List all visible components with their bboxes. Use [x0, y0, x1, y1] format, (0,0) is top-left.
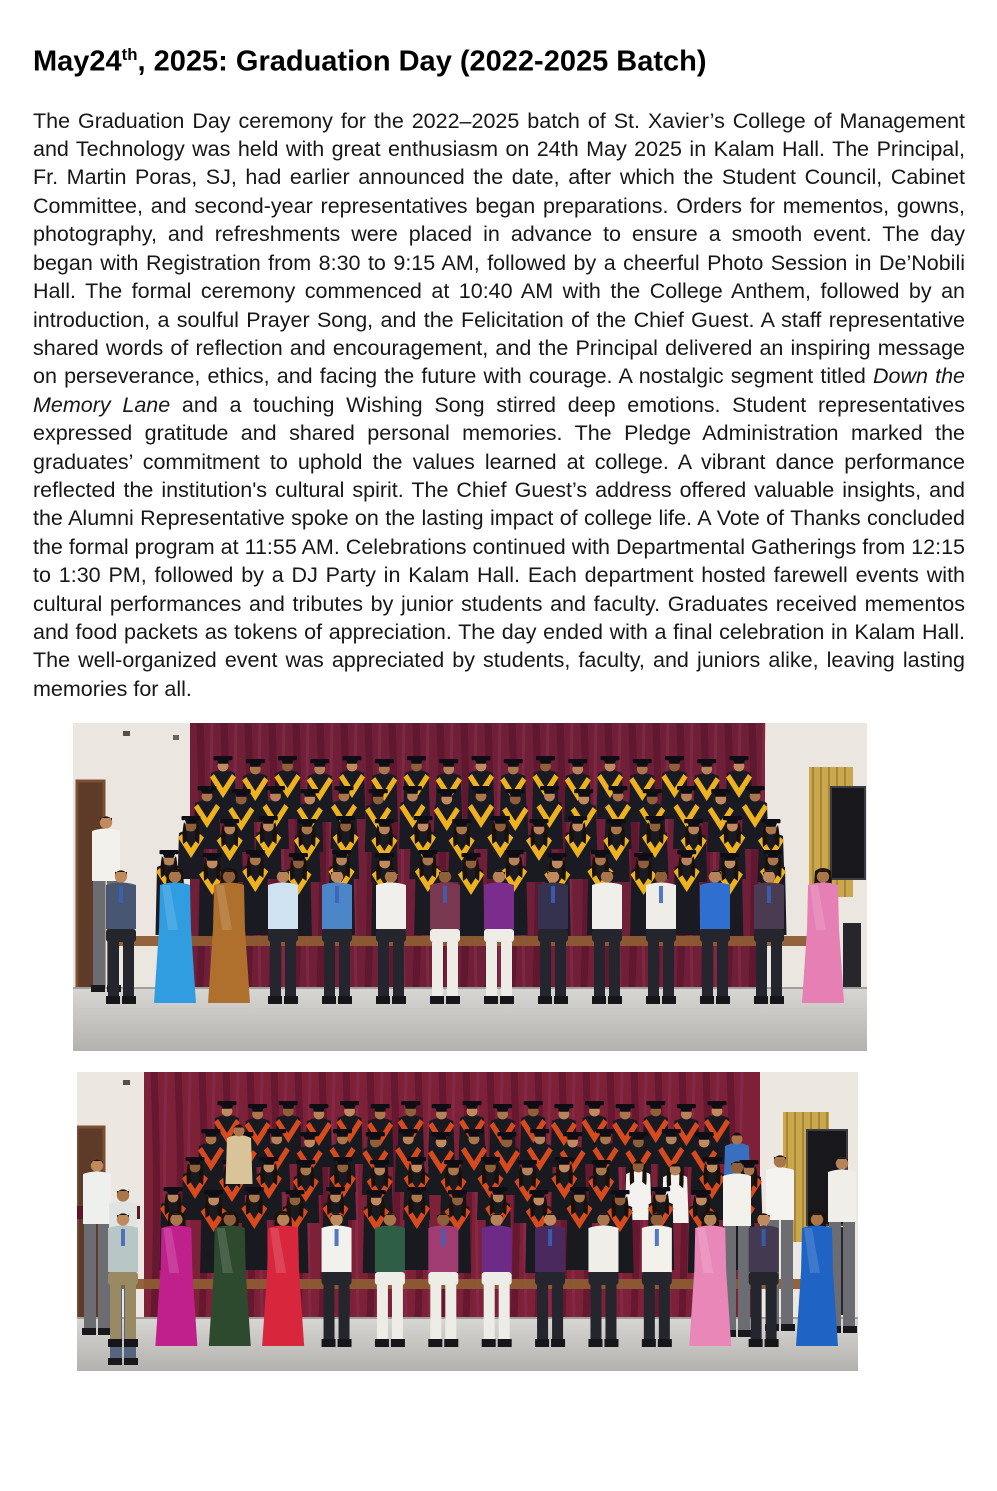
graduation-photo-1 [73, 723, 867, 1051]
article-body-paragraph [33, 107, 965, 704]
graduation-photo-2 [77, 1072, 858, 1371]
title-ordinal-superscript: th [121, 45, 138, 64]
title-date: May24 [33, 45, 122, 78]
graduation-photo-1-figure [73, 723, 867, 1051]
paragraph-part-1: The Graduation Day ceremony for the 2022–2025 batch of St. Xavier’s College of Management and Technology was held with great enthusiasm on 24th May 2025 in Kalam Hall. The Principal, Fr. Martin Poras, SJ, had earlier announced the date, after which the Student Council, Cabinet Committee, and second-year representatives began preparations. Orders for mementos, gowns, photography, and refreshments were placed in advance to ensure a smooth event. The day began with Registration from 8:30 to 9:15 AM, followed by a cheerful Photo Session in De’Nobili Hall. The formal ceremony commenced at 10:40 AM with the College Anthem, followed by an introduction, a soulful Prayer Song, and the Felicitation of the Chief Guest. A staff representative shared words of reflection and encouragement, and the Principal delivered an inspiring message on perseverance, ethics, and facing the future with courage. A nostalgic segment titled [33, 108, 965, 389]
graduation-photo-2-figure [77, 1072, 858, 1371]
title-text: , 2025: Graduation Day (2022-2025 Batch) [137, 45, 707, 78]
article-title [33, 38, 965, 79]
article-content [0, 0, 997, 703]
paragraph-part-2: and a touching Wishing Song stirred deep emotions. Student representatives expressed gratitude and shared personal memories. The Pledge Administration marked the graduates’ commitment to uphold the values learned at college. A vibrant dance performance reflected the institution's cultural spirit. The Chief Guest’s address offered valuable insights, and the Alumni Representative spoke on the lasting impact of college life. A Vote of Thanks concluded the formal program at 11:55 AM. Celebrations continued with Departmental Gatherings from 12:15 to 1:30 PM, followed by a DJ Party in Kalam Hall. Each department hosted farewell events with cultural performances and tributes by junior students and faculty. Graduates received mementos and food packets as tokens of appreciation. The day ended with a final celebration in Kalam Hall. The well-organized event was appreciated by students, faculty, and juniors alike, leaving lasting memories for all. [33, 392, 965, 701]
paragraph-italic-phrase: Down the Memory Lane [33, 364, 965, 417]
